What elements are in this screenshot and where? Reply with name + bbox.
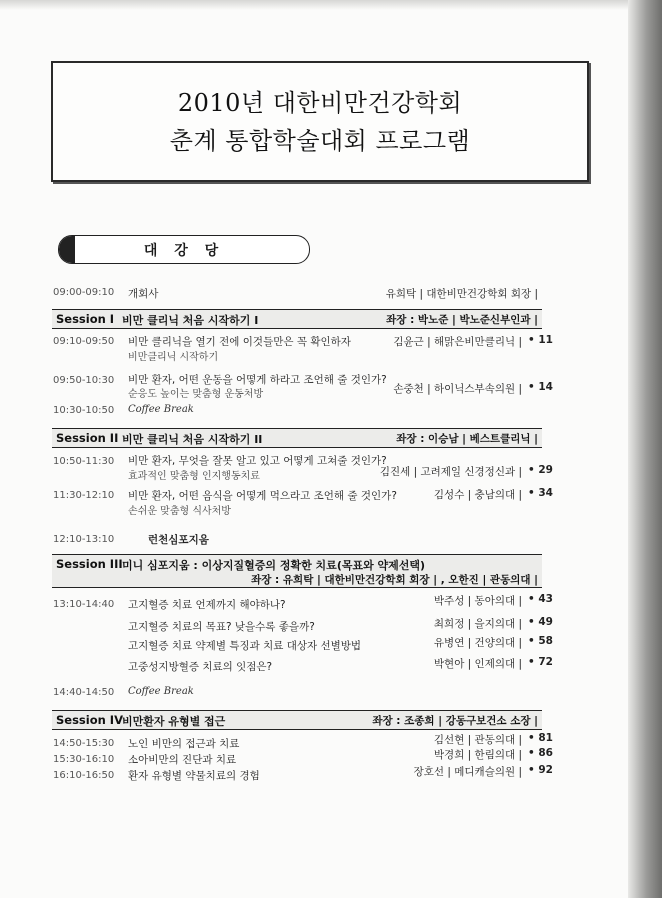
talk-title: 고지혈증 치료의 목표? 낮을수록 좋을까? [128,621,315,633]
session-3-name: Session III [56,557,123,571]
coffee-break-label: Coffee Break [128,686,194,697]
session-2-title: 비만 클리닉 처음 시작하기 II [122,433,263,446]
opening-title: 개회사 [128,288,159,300]
session-4-name: Session IV [56,713,123,727]
session-4-title: 비만환자 유형별 접근 [122,715,226,728]
talk-time: 09:50-10:30 [53,375,115,386]
talk-speaker: 장호선 | 메디캐슬의원 | [413,766,522,778]
talk-speaker: 김성수 | 충남의대 | [433,489,522,501]
talk-title: 고중성지방혈증 치료의 잇점은? [128,661,273,673]
session-3-chair: 좌장 : 유희탁 | 대한비만건강학회 회장 | , 오한진 | 관동의대 | [251,574,538,586]
session-3-title: 미니 심포지움 : 이상지질혈증의 정확한 치료(목표와 약제선택) [122,559,426,572]
talk-speaker: 최희정 | 을지의대 | [433,618,522,630]
session-1-name: Session I [56,312,115,326]
talk-speaker: 손중천 | 하이닉스부속의원 | [393,383,522,395]
talk-page: • 43 [528,593,553,605]
talk-speaker: 박주성 | 동아의대 | [433,595,522,607]
talk-time: 14:50-15:30 [53,738,115,749]
session-1-title: 비만 클리닉 처음 시작하기 I [122,314,259,327]
session-4-chair: 좌장 : 조종희 | 강동구보건소 소장 | [372,715,538,727]
talk-title: 비만 환자, 어떤 운동을 어떻게 하라고 조언해 줄 것인가? [128,374,387,386]
session-3-header [52,554,542,588]
talk-page: • 86 [528,747,553,759]
talk-subtitle: 순응도 높이는 맞춤형 운동처방 [128,389,264,400]
talk-speaker: 유병연 | 건양의대 | [433,637,522,649]
break-time: 14:40-14:50 [53,687,115,698]
title-box [51,61,589,182]
session-2-name: Session II [56,431,119,445]
talk-subtitle: 손쉬운 맞춤형 식사처방 [128,506,231,517]
hall-label: 대 강 당 [143,243,225,259]
talk-page: • 14 [528,381,553,393]
opening-speaker: 유희탁 | 대한비만건강학회 회장 | [385,288,538,300]
talk-speaker: 박현아 | 인제의대 | [433,658,522,670]
talk-title: 환자 유형별 약물치료의 경험 [128,770,260,782]
title-line-2: 춘계 통합학술대회 프로그램 [169,127,471,155]
opening-time: 09:00-09:10 [53,287,115,298]
title-line-1: 2010년 대한비만건강학회 [177,89,463,117]
talk-page: • 92 [528,764,553,776]
break-time: 10:30-10:50 [53,405,115,416]
talk-page: • 11 [528,334,553,346]
talk-page: • 81 [528,732,553,744]
talk-title: 노인 비만의 접근과 치료 [128,738,240,750]
page-edge-shadow [628,0,662,898]
talk-title: 비만 환자, 무엇을 잘못 알고 있고 어떻게 고쳐줄 것인가? [128,455,387,467]
talk-speaker: 김진세 | 고려제일 신경정신과 | [379,466,522,478]
lunch-time: 12:10-13:10 [53,534,115,545]
talk-time: 09:10-09:50 [53,336,115,347]
session-1-header [52,309,542,329]
scan-shadow-top [0,0,662,10]
talk-title: 비만 환자, 어떤 음식을 어떻게 먹으라고 조언해 줄 것인가? [128,490,397,502]
talk-title: 소아비만의 진단과 치료 [128,754,237,766]
talk-page: • 34 [528,487,553,499]
talk-speaker: 박경희 | 한림의대 | [433,749,522,761]
session-2-chair: 좌장 : 이승남 | 베스트클리닉 | [396,433,538,445]
hall-banner [58,235,310,264]
talk-page: • 72 [528,656,553,668]
talk-speaker: 김선현 | 관동의대 | [433,734,522,746]
session-2-header [52,428,542,448]
talk-title: 고지혈증 치료 언제까지 해야하나? [128,599,286,611]
talk-time: 15:30-16:10 [53,754,115,765]
session-1-chair: 좌장 : 박노준 | 박노준신부인과 | [386,314,538,326]
talk-title: 고지혈증 치료 약제별 특징과 치료 대상자 선별방법 [128,640,362,652]
lunch-symposium-label: 런천심포지움 [148,534,209,546]
talk-time: 16:10-16:50 [53,770,115,781]
talk-page: • 49 [528,616,553,628]
talk-speaker: 김윤근 | 해맑은비만클리닉 | [393,336,522,348]
talk-page: • 29 [528,464,553,476]
session-4-header [52,710,542,730]
talk-subtitle: 효과적인 맞춤형 인지행동치료 [128,471,260,482]
talk-time: 10:50-11:30 [53,456,115,467]
talk-subtitle: 비만클리닉 시작하기 [128,352,219,363]
coffee-break-label: Coffee Break [128,404,194,415]
talk-title: 비만 클리닉을 열기 전에 이것들만은 꼭 확인하자 [128,336,351,348]
talk-time: 11:30-12:10 [53,490,115,501]
talk-page: • 58 [528,635,553,647]
session-3-time: 13:10-14:40 [53,599,115,610]
